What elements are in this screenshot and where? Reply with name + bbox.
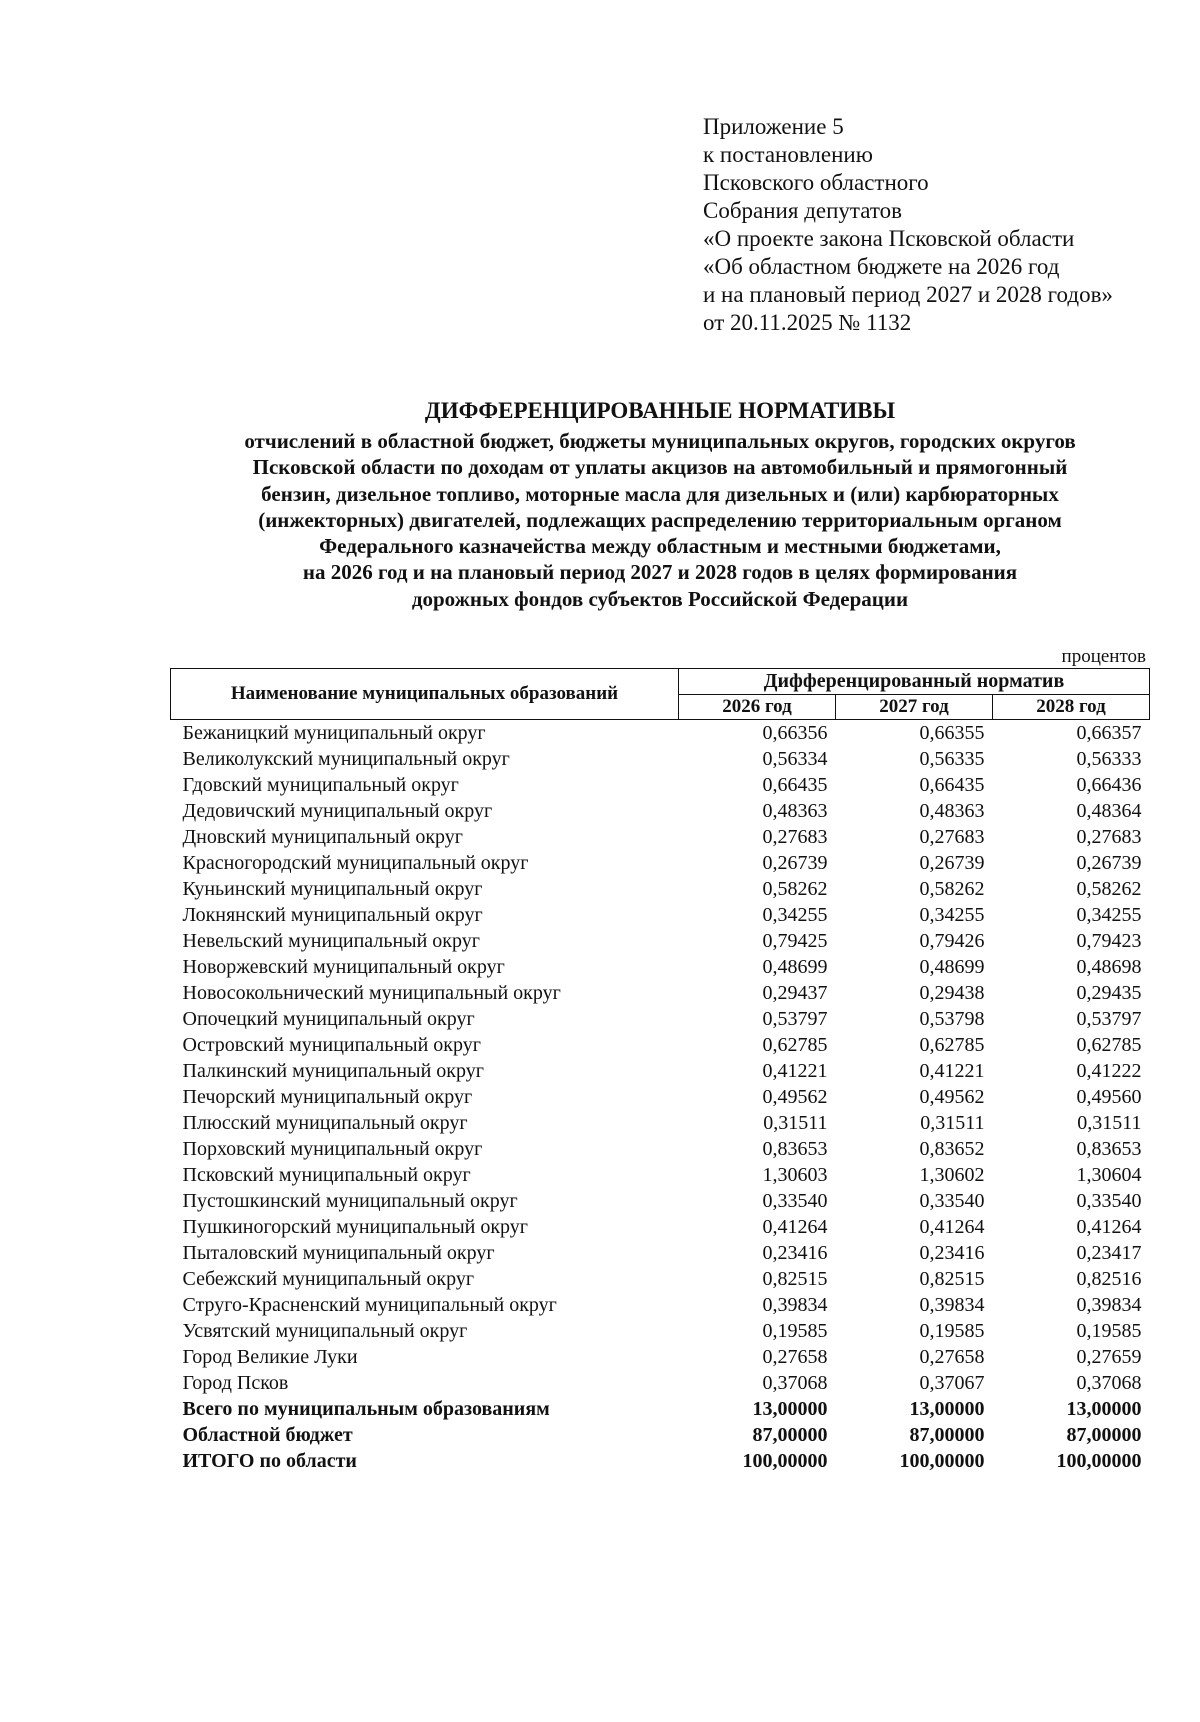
- header-year-2026: 2026 год: [679, 694, 836, 720]
- table-row: [171, 1188, 1150, 1214]
- appendix-line: Приложение 5: [703, 114, 844, 139]
- subtitle-line: Федерального казначейства между областным и местными бюджетами,: [319, 534, 1001, 559]
- row-name: Струго-Красненский муниципальный округ: [182, 1294, 557, 1316]
- row-value-2026: 0,56334: [762, 748, 828, 770]
- row-value-2026: 0,58262: [762, 878, 828, 900]
- table-row: [171, 1318, 1150, 1344]
- row-value-2027: 87,00000: [909, 1424, 985, 1446]
- table-row: [171, 772, 1150, 798]
- table-row: [171, 1370, 1150, 1396]
- row-value-2026: 0,66435: [762, 774, 828, 796]
- row-value-2026: 13,00000: [752, 1398, 828, 1420]
- appendix-line: и на плановый период 2027 и 2028 годов»: [703, 282, 1113, 307]
- row-name: Островский муниципальный округ: [182, 1034, 481, 1056]
- row-name: Усвятский муниципальный округ: [182, 1320, 468, 1342]
- table-row: [171, 1266, 1150, 1292]
- row-value-2027: 0,39834: [919, 1294, 985, 1316]
- row-value-2026: 0,31511: [763, 1112, 828, 1134]
- row-name: Куньинский муниципальный округ: [182, 878, 483, 900]
- row-value-2027: 13,00000: [909, 1398, 985, 1420]
- row-value-2027: 0,58262: [919, 878, 985, 900]
- row-name: Плюсский муниципальный округ: [182, 1112, 468, 1134]
- row-value-2026: 87,00000: [752, 1424, 828, 1446]
- table-row: [171, 1344, 1150, 1370]
- appendix-line: к постановлению: [703, 142, 873, 167]
- appendix-line: «О проекте закона Псковской области: [703, 226, 1075, 251]
- appendix-line: «Об областном бюджете на 2026 год: [703, 254, 1060, 279]
- row-value-2026: 0,23416: [762, 1242, 828, 1264]
- row-value-2026: 0,66356: [762, 722, 828, 744]
- row-value-2027: 0,29438: [919, 982, 985, 1004]
- row-value-2028: 0,27683: [1076, 826, 1142, 848]
- row-value-2028: 0,53797: [1076, 1008, 1142, 1030]
- row-value-2028: 0,41222: [1076, 1060, 1142, 1082]
- row-name: Палкинский муниципальный округ: [182, 1060, 484, 1082]
- row-value-2027: 0,41221: [919, 1060, 985, 1082]
- row-value-2026: 1,30603: [762, 1164, 828, 1186]
- total-row: [171, 1422, 1150, 1448]
- table-row: [171, 928, 1150, 954]
- appendix-line: от 20.11.2025 № 1132: [703, 310, 912, 335]
- row-value-2028: 0,48698: [1076, 956, 1142, 978]
- row-value-2028: 0,58262: [1076, 878, 1142, 900]
- row-value-2028: 0,27659: [1076, 1346, 1142, 1368]
- row-value-2028: 0,83653: [1076, 1138, 1142, 1160]
- table-row: [171, 1136, 1150, 1162]
- row-value-2027: 0,53798: [919, 1008, 985, 1030]
- row-value-2026: 0,34255: [762, 904, 828, 926]
- row-value-2026: 0,41264: [762, 1216, 828, 1238]
- appendix-line: Псковского областного: [703, 170, 929, 195]
- row-value-2027: 0,41264: [919, 1216, 985, 1238]
- row-name: Локнянский муниципальный округ: [182, 904, 483, 926]
- row-value-2028: 0,62785: [1076, 1034, 1142, 1056]
- row-name: Опочецкий муниципальный округ: [182, 1008, 475, 1030]
- row-value-2027: 0,33540: [919, 1190, 985, 1212]
- row-value-2028: 0,82516: [1076, 1268, 1142, 1290]
- row-value-2027: 0,82515: [919, 1268, 985, 1290]
- row-name: ИТОГО по области: [182, 1450, 357, 1472]
- row-name: Красногородский муниципальный округ: [182, 852, 529, 874]
- row-name: Себежский муниципальный округ: [182, 1268, 475, 1290]
- header-year-2027: 2027 год: [836, 694, 993, 720]
- table-row: [171, 850, 1150, 876]
- row-value-2027: 1,30602: [919, 1164, 985, 1186]
- row-name: Пустошкинский муниципальный округ: [182, 1190, 518, 1212]
- subtitle-line: Псковской области по доходам от уплаты акцизов на автомобильный и прямогонный: [252, 455, 1068, 480]
- row-value-2027: 0,34255: [919, 904, 985, 926]
- row-value-2026: 0,27658: [762, 1346, 828, 1368]
- row-value-2027: 0,48363: [919, 800, 985, 822]
- row-value-2026: 0,33540: [762, 1190, 828, 1212]
- row-value-2027: 0,19585: [919, 1320, 985, 1342]
- row-name: Новосокольнический муниципальный округ: [182, 982, 561, 1004]
- row-value-2027: 0,66355: [919, 722, 985, 744]
- table-row: [171, 746, 1150, 772]
- row-value-2027: 0,27683: [919, 826, 985, 848]
- row-value-2026: 100,00000: [742, 1450, 828, 1472]
- row-value-2028: 0,29435: [1076, 982, 1142, 1004]
- table-row: [171, 824, 1150, 850]
- table-row: [171, 1214, 1150, 1240]
- table-row: [171, 902, 1150, 928]
- header-name: Наименование муниципальных образований: [171, 669, 679, 720]
- subtitle-line: на 2026 год и на плановый период 2027 и 2028 годов в целях формирования: [302, 560, 1018, 585]
- total-row: [171, 1396, 1150, 1422]
- row-name: Пыталовский муниципальный округ: [182, 1242, 495, 1264]
- row-value-2028: 0,66357: [1076, 722, 1142, 744]
- row-value-2028: 100,00000: [1056, 1450, 1142, 1472]
- table-row: [171, 876, 1150, 902]
- table-row: [171, 954, 1150, 980]
- row-name: Невельский муниципальный округ: [182, 930, 480, 952]
- row-value-2028: 0,23417: [1076, 1242, 1142, 1264]
- header-group: Дифференцированный норматив: [679, 669, 1150, 695]
- row-value-2026: 0,82515: [762, 1268, 828, 1290]
- row-value-2027: 0,23416: [919, 1242, 985, 1264]
- table-row: [171, 980, 1150, 1006]
- row-value-2028: 1,30604: [1076, 1164, 1142, 1186]
- row-name: Город Псков: [182, 1372, 289, 1394]
- row-name: Порховский муниципальный округ: [182, 1138, 483, 1160]
- total-row: [171, 1448, 1150, 1474]
- row-name: Пушкиногорский муниципальный округ: [182, 1216, 528, 1238]
- table-row: [171, 1110, 1150, 1136]
- row-value-2027: 0,26739: [919, 852, 985, 874]
- table-row: [171, 1084, 1150, 1110]
- row-value-2026: 0,26739: [762, 852, 828, 874]
- row-value-2028: 0,33540: [1076, 1190, 1142, 1212]
- row-value-2026: 0,39834: [762, 1294, 828, 1316]
- row-value-2026: 0,49562: [762, 1086, 828, 1108]
- row-value-2026: 0,79425: [762, 930, 828, 952]
- subtitle-line: отчислений в областной бюджет, бюджеты муниципальных округов, городских округов: [244, 429, 1076, 453]
- row-value-2028: 87,00000: [1066, 1424, 1142, 1446]
- row-value-2027: 100,00000: [899, 1450, 985, 1472]
- row-name: Великолукский муниципальный округ: [182, 748, 510, 770]
- row-value-2027: 0,83652: [919, 1138, 985, 1160]
- table-row: [171, 1240, 1150, 1266]
- row-value-2026: 0,37068: [762, 1372, 828, 1394]
- table-row: [171, 1058, 1150, 1084]
- row-value-2027: 0,56335: [919, 748, 985, 770]
- document-title: [80, 396, 1200, 612]
- row-name: Город Великие Луки: [182, 1346, 358, 1368]
- subtitle-line: (инжекторных) двигателей, подлежащих распределению территориальным органом: [258, 507, 1062, 532]
- row-value-2026: 0,48363: [762, 800, 828, 822]
- appendix-line: Собрания депутатов: [703, 198, 902, 223]
- row-value-2028: 0,39834: [1076, 1294, 1142, 1316]
- row-value-2028: 0,37068: [1076, 1372, 1142, 1394]
- table-row: [171, 1162, 1150, 1188]
- row-value-2027: 0,27658: [919, 1346, 985, 1368]
- row-value-2026: 0,41221: [762, 1060, 828, 1082]
- table-row: [171, 720, 1150, 747]
- row-value-2028: 13,00000: [1066, 1398, 1142, 1420]
- row-value-2028: 0,48364: [1076, 800, 1142, 822]
- row-value-2026: 0,19585: [762, 1320, 828, 1342]
- row-value-2028: 0,26739: [1076, 852, 1142, 874]
- units-label: процентов: [1061, 646, 1146, 667]
- table-row: [171, 798, 1150, 824]
- header-year-2028: 2028 год: [993, 694, 1150, 720]
- row-value-2028: 0,56333: [1076, 748, 1142, 770]
- row-value-2026: 0,62785: [762, 1034, 828, 1056]
- row-name: Дедовичский муниципальный округ: [182, 800, 493, 822]
- row-value-2027: 0,79426: [919, 930, 985, 952]
- row-name: Печорский муниципальный округ: [182, 1086, 473, 1108]
- norms-table: [170, 668, 1150, 1474]
- table-row: [171, 1292, 1150, 1318]
- main-title: ДИФФЕРЕНЦИРОВАННЫЕ НОРМАТИВЫ: [424, 398, 896, 423]
- row-value-2028: 0,66436: [1076, 774, 1142, 796]
- row-name: Дновский муниципальный округ: [182, 826, 463, 848]
- row-name: Бежаницкий муниципальный округ: [182, 722, 486, 744]
- row-value-2027: 0,37067: [919, 1372, 985, 1394]
- appendix-note: [703, 113, 1113, 337]
- table-row: [171, 1032, 1150, 1058]
- row-name: Новоржевский муниципальный округ: [182, 956, 505, 978]
- subtitle-line: дорожных фондов субъектов Российской Федерации: [411, 586, 909, 611]
- row-name: Всего по муниципальным образованиям: [182, 1398, 550, 1420]
- row-value-2026: 0,48699: [762, 956, 828, 978]
- row-value-2026: 0,53797: [762, 1008, 828, 1030]
- row-value-2028: 0,41264: [1076, 1216, 1142, 1238]
- row-value-2027: 0,49562: [919, 1086, 985, 1108]
- row-value-2028: 0,79423: [1076, 930, 1142, 952]
- table-row: [171, 1006, 1150, 1032]
- subtitle-line: бензин, дизельное топливо, моторные масла для дизельных и (или) карбюраторных: [261, 481, 1059, 506]
- row-value-2028: 0,31511: [1077, 1112, 1142, 1134]
- row-value-2026: 0,83653: [762, 1138, 828, 1160]
- table-body: [171, 720, 1150, 1475]
- row-value-2028: 0,34255: [1076, 904, 1142, 926]
- row-name: Гдовский муниципальный округ: [182, 774, 459, 796]
- row-value-2026: 0,29437: [762, 982, 828, 1004]
- row-value-2026: 0,27683: [762, 826, 828, 848]
- row-value-2027: 0,31511: [920, 1112, 985, 1134]
- row-value-2027: 0,66435: [919, 774, 985, 796]
- row-value-2028: 0,19585: [1076, 1320, 1142, 1342]
- row-value-2028: 0,49560: [1076, 1086, 1142, 1108]
- row-value-2027: 0,62785: [919, 1034, 985, 1056]
- row-value-2027: 0,48699: [919, 956, 985, 978]
- row-name: Псковский муниципальный округ: [182, 1164, 471, 1186]
- row-name: Областной бюджет: [182, 1424, 353, 1446]
